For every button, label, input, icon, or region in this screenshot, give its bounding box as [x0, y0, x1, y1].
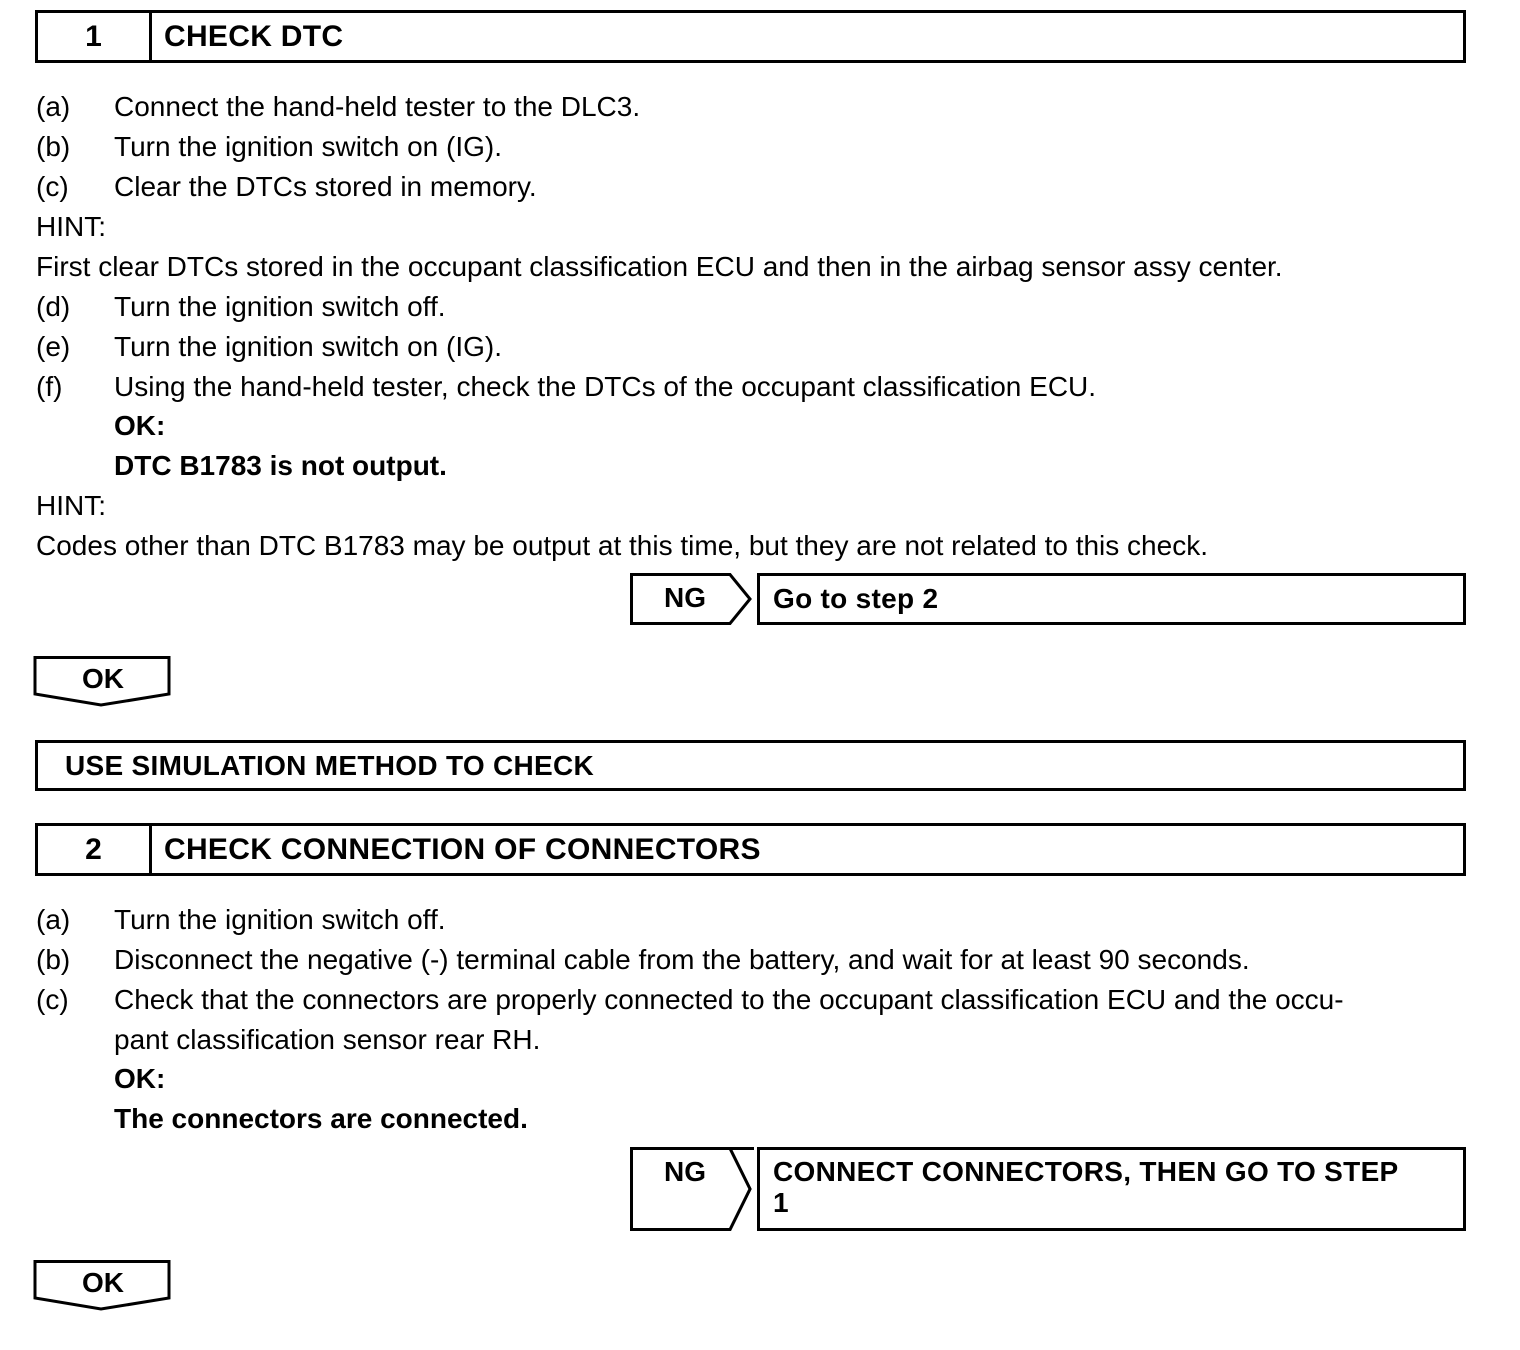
item-label: (f) [36, 371, 63, 402]
ng-result-text-continued: 1 [773, 1187, 789, 1218]
ng-result-text: Go to step 2 [773, 583, 939, 614]
item-label: (b) [36, 944, 71, 975]
item-label: (e) [36, 331, 71, 362]
item-text: Using the hand-held tester, check the DTCs of the occupant classification ECU. [114, 371, 1097, 402]
item-text-continued: pant classification sensor rear RH. [114, 1024, 541, 1055]
ok-condition-label: OK: [114, 410, 166, 441]
item-label: (c) [36, 171, 69, 202]
hint-text: First clear DTCs stored in the occupant classification ECU and then in the airbag sensor assy center. [36, 251, 1283, 282]
ng-result-text: CONNECT CONNECTORS, THEN GO TO STEP [773, 1156, 1399, 1187]
step-1-header [35, 10, 1466, 63]
item-label: (a) [36, 904, 71, 935]
step-number: 1 [38, 13, 152, 60]
step-number: 2 [38, 826, 152, 873]
step-2-header [35, 823, 1466, 876]
ng-label: NG [664, 1156, 706, 1187]
item-text: Turn the ignition switch off. [114, 291, 446, 322]
ng-arrow [630, 1147, 754, 1231]
hint-label: HINT: [36, 490, 106, 521]
ok-condition-text: The connectors are connected. [114, 1103, 528, 1134]
simulation-box [35, 740, 1466, 791]
ng-arrow [630, 573, 754, 625]
ok-label: OK [82, 663, 124, 694]
hint-label: HINT: [36, 211, 106, 242]
ok-arrow [33, 656, 173, 708]
ng-result-box [757, 573, 1466, 625]
ok-arrow [33, 1260, 173, 1312]
item-label: (b) [36, 131, 71, 162]
ok-label: OK [82, 1267, 124, 1298]
ng-result-box [757, 1147, 1466, 1231]
item-text: Connect the hand-held tester to the DLC3. [114, 91, 641, 122]
item-text: Clear the DTCs stored in memory. [114, 171, 537, 202]
hint-text: Codes other than DTC B1783 may be output at this time, but they are not related to this check. [36, 530, 1208, 561]
item-text: Turn the ignition switch off. [114, 904, 446, 935]
item-text: Turn the ignition switch on (IG). [114, 331, 503, 362]
ok-condition-text: DTC B1783 is not output. [114, 450, 447, 481]
simulation-text: USE SIMULATION METHOD TO CHECK [65, 749, 595, 781]
item-label: (a) [36, 91, 71, 122]
ng-label: NG [664, 582, 706, 613]
ok-condition-label: OK: [114, 1063, 166, 1094]
step-title: CHECK DTC [164, 19, 344, 53]
item-text: Disconnect the negative (-) terminal cable from the battery, and wait for at least 90 seconds. [114, 944, 1250, 975]
item-label: (d) [36, 291, 71, 322]
item-text: Turn the ignition switch on (IG). [114, 131, 503, 162]
item-text: Check that the connectors are properly connected to the occupant classification ECU and the occu- [114, 984, 1344, 1015]
step-title: CHECK CONNECTION OF CONNECTORS [164, 832, 761, 866]
item-label: (c) [36, 984, 69, 1015]
